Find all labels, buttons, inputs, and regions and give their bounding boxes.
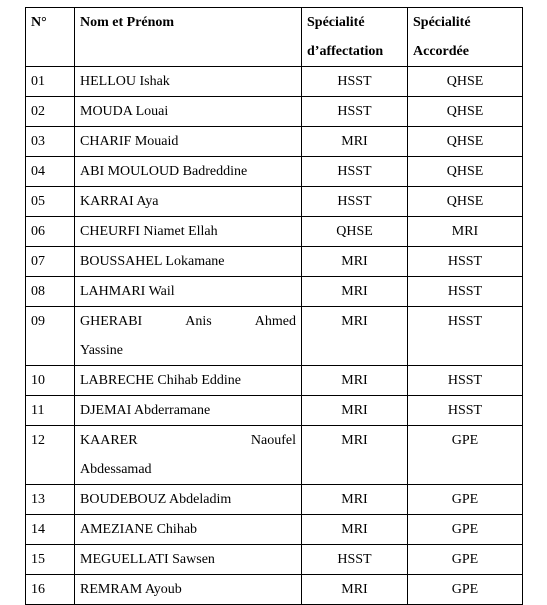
row-name: ABI MOULOUD Badreddine: [75, 157, 302, 187]
table-row: [26, 127, 523, 157]
row-name-part1: GHERABI: [80, 314, 143, 329]
row-affectation: MRI: [302, 575, 408, 605]
row-num: 15: [26, 545, 75, 575]
row-name: MOUDA Louai: [75, 97, 302, 127]
row-num: 16: [26, 575, 75, 605]
header-affectation-line1: Spécialité: [307, 15, 365, 30]
header-num: N°: [26, 8, 75, 67]
row-affectation: MRI: [302, 307, 408, 366]
row-name: KARRAI Aya: [75, 187, 302, 217]
row-name-line2: Yassine: [80, 343, 123, 358]
row-accordee: QHSE: [408, 157, 523, 187]
table-row: [26, 485, 523, 515]
header-affectation-line2: d’affectation: [307, 44, 384, 59]
row-name: MEGUELLATI Sawsen: [75, 545, 302, 575]
header-accordee: [408, 8, 523, 67]
table-row: [26, 515, 523, 545]
row-name: AMEZIANE Chihab: [75, 515, 302, 545]
table-row: [26, 545, 523, 575]
row-accordee: GPE: [408, 575, 523, 605]
row-num: 12: [26, 426, 75, 485]
row-affectation: HSST: [302, 187, 408, 217]
header-accordee-line1: Spécialité: [413, 15, 471, 30]
table-row: [26, 67, 523, 97]
row-accordee: GPE: [408, 426, 523, 485]
row-num: 09: [26, 307, 75, 366]
table-row: [26, 97, 523, 127]
row-name-part2: Naoufel: [250, 433, 296, 448]
table-row: [26, 277, 523, 307]
table-row: [26, 575, 523, 605]
header-accordee-line2: Accordée: [413, 44, 469, 59]
row-name: CHARIF Mouaid: [75, 127, 302, 157]
row-num: 02: [26, 97, 75, 127]
row-num: 05: [26, 187, 75, 217]
header-affectation: [302, 8, 408, 67]
row-accordee: QHSE: [408, 187, 523, 217]
table-row: [26, 366, 523, 396]
row-accordee: GPE: [408, 515, 523, 545]
row-accordee: HSST: [408, 396, 523, 426]
row-affectation: MRI: [302, 396, 408, 426]
row-name: REMRAM Ayoub: [75, 575, 302, 605]
row-affectation: MRI: [302, 247, 408, 277]
row-accordee: HSST: [408, 307, 523, 366]
row-affectation: MRI: [302, 485, 408, 515]
row-name: LAHMARI Wail: [75, 277, 302, 307]
table-row: [26, 157, 523, 187]
row-name-part2: Anis: [185, 314, 212, 329]
table-row: [26, 187, 523, 217]
table-row: [26, 217, 523, 247]
row-affectation: HSST: [302, 157, 408, 187]
row-accordee: MRI: [408, 217, 523, 247]
row-accordee: QHSE: [408, 97, 523, 127]
row-affectation: MRI: [302, 426, 408, 485]
row-num: 06: [26, 217, 75, 247]
table-row: [26, 307, 523, 366]
row-name-line1: [80, 426, 296, 455]
row-name: DJEMAI Abderramane: [75, 396, 302, 426]
row-num: 04: [26, 157, 75, 187]
row-name: BOUSSAHEL Lokamane: [75, 247, 302, 277]
row-num: 14: [26, 515, 75, 545]
row-accordee: HSST: [408, 277, 523, 307]
row-name: LABRECHE Chihab Eddine: [75, 366, 302, 396]
row-name-part3: Ahmed: [254, 314, 296, 329]
row-affectation: QHSE: [302, 217, 408, 247]
row-num: 13: [26, 485, 75, 515]
row-accordee: QHSE: [408, 127, 523, 157]
row-num: 11: [26, 396, 75, 426]
row-name: [75, 426, 302, 485]
row-name: [75, 307, 302, 366]
row-num: 01: [26, 67, 75, 97]
row-affectation: HSST: [302, 545, 408, 575]
row-affectation: MRI: [302, 277, 408, 307]
row-num: 07: [26, 247, 75, 277]
row-affectation: MRI: [302, 127, 408, 157]
row-name-line2: Abdessamad: [80, 462, 152, 477]
row-num: 03: [26, 127, 75, 157]
header-name: Nom et Prénom: [75, 8, 302, 67]
row-affectation: MRI: [302, 515, 408, 545]
row-accordee: HSST: [408, 366, 523, 396]
row-accordee: QHSE: [408, 67, 523, 97]
row-accordee: GPE: [408, 485, 523, 515]
row-name-part1: KAARER: [80, 433, 138, 448]
table-row: [26, 247, 523, 277]
table-row: [26, 426, 523, 485]
row-affectation: HSST: [302, 67, 408, 97]
table-header-row: [26, 8, 523, 67]
row-affectation: MRI: [302, 366, 408, 396]
row-num: 10: [26, 366, 75, 396]
row-num: 08: [26, 277, 75, 307]
table-row: [26, 396, 523, 426]
student-specialty-table: [25, 7, 523, 605]
row-accordee: HSST: [408, 247, 523, 277]
row-name: CHEURFI Niamet Ellah: [75, 217, 302, 247]
row-name: BOUDEBOUZ Abdeladim: [75, 485, 302, 515]
row-accordee: GPE: [408, 545, 523, 575]
row-name: HELLOU Ishak: [75, 67, 302, 97]
row-affectation: HSST: [302, 97, 408, 127]
row-name-line1: [80, 307, 296, 336]
